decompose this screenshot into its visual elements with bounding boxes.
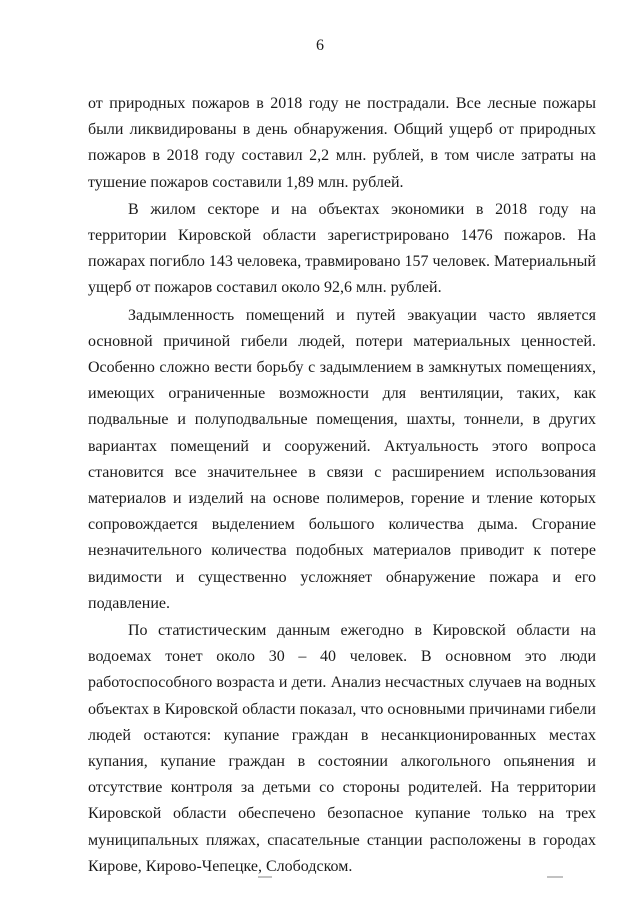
page-number: 6 [316,37,324,54]
document-body [88,91,596,880]
paragraph-water-accidents: По статистическим данным ежегодно в Кировской области на водоемах тонет около 30 – 40 человек. В основном это люди работоспособного возраста и дети. Анализ несчастных случаев на водных объектах в Кировской области показал, что основными причинами гибели людей остаются: купание граждан в несанкционированных местах купания, купание граждан в состоянии алкогольного опьянения и отсутствие контроля за детьми со стороны родителей. На территории Кировской области обеспечено безопасное купание только на трех муниципальных пляжах, спасательные станции расположены в городах Кирове, Кирово-Чепецке, Слободском. [88,622,596,875]
paragraph-smoke: Задымленность помещений и путей эвакуации часто является основной причиной гибели людей, потери материальных ценностей. Особенно сложно вести борьбу с задымлением в замкнутых помещениях, имеющих ограниченные возможности для вентиляции, таких, как подвальные и полуподвальные помещения, шахты, тоннели, в других вариантах помещений и сооружений. Актуальность этого вопроса становится все значительнее в связи с расширением использования материалов и изделий на основе полимеров, горение и тление которых сопровождается выделением большого количества дыма. Сгорание незначительного количества подобных материалов приводит к потере видимости и существенно усложняет обнаружение пожара и его подавление. [88,306,596,612]
paragraph-continuation: от природных пожаров в 2018 году не пострадали. Все лесные пожары были ликвидированы в день обнаружения. Общий ущерб от природных пожаров в 2018 году составил 2,2 млн. рублей, в том числе затраты на тушение пожаров составили 1,89 млн. рублей. [88,95,596,191]
scan-mark-right [547,876,563,878]
paragraph-residential-fires: В жилом секторе и на объектах экономики в 2018 году на территории Кировской области зарегистрировано 1476 пожаров. На пожарах погибло 143 человека, травмировано 157 человек. Материальный ущерб от пожаров составил около 92,6 млн. рублей. [88,200,596,297]
scan-mark-left [258,876,272,878]
